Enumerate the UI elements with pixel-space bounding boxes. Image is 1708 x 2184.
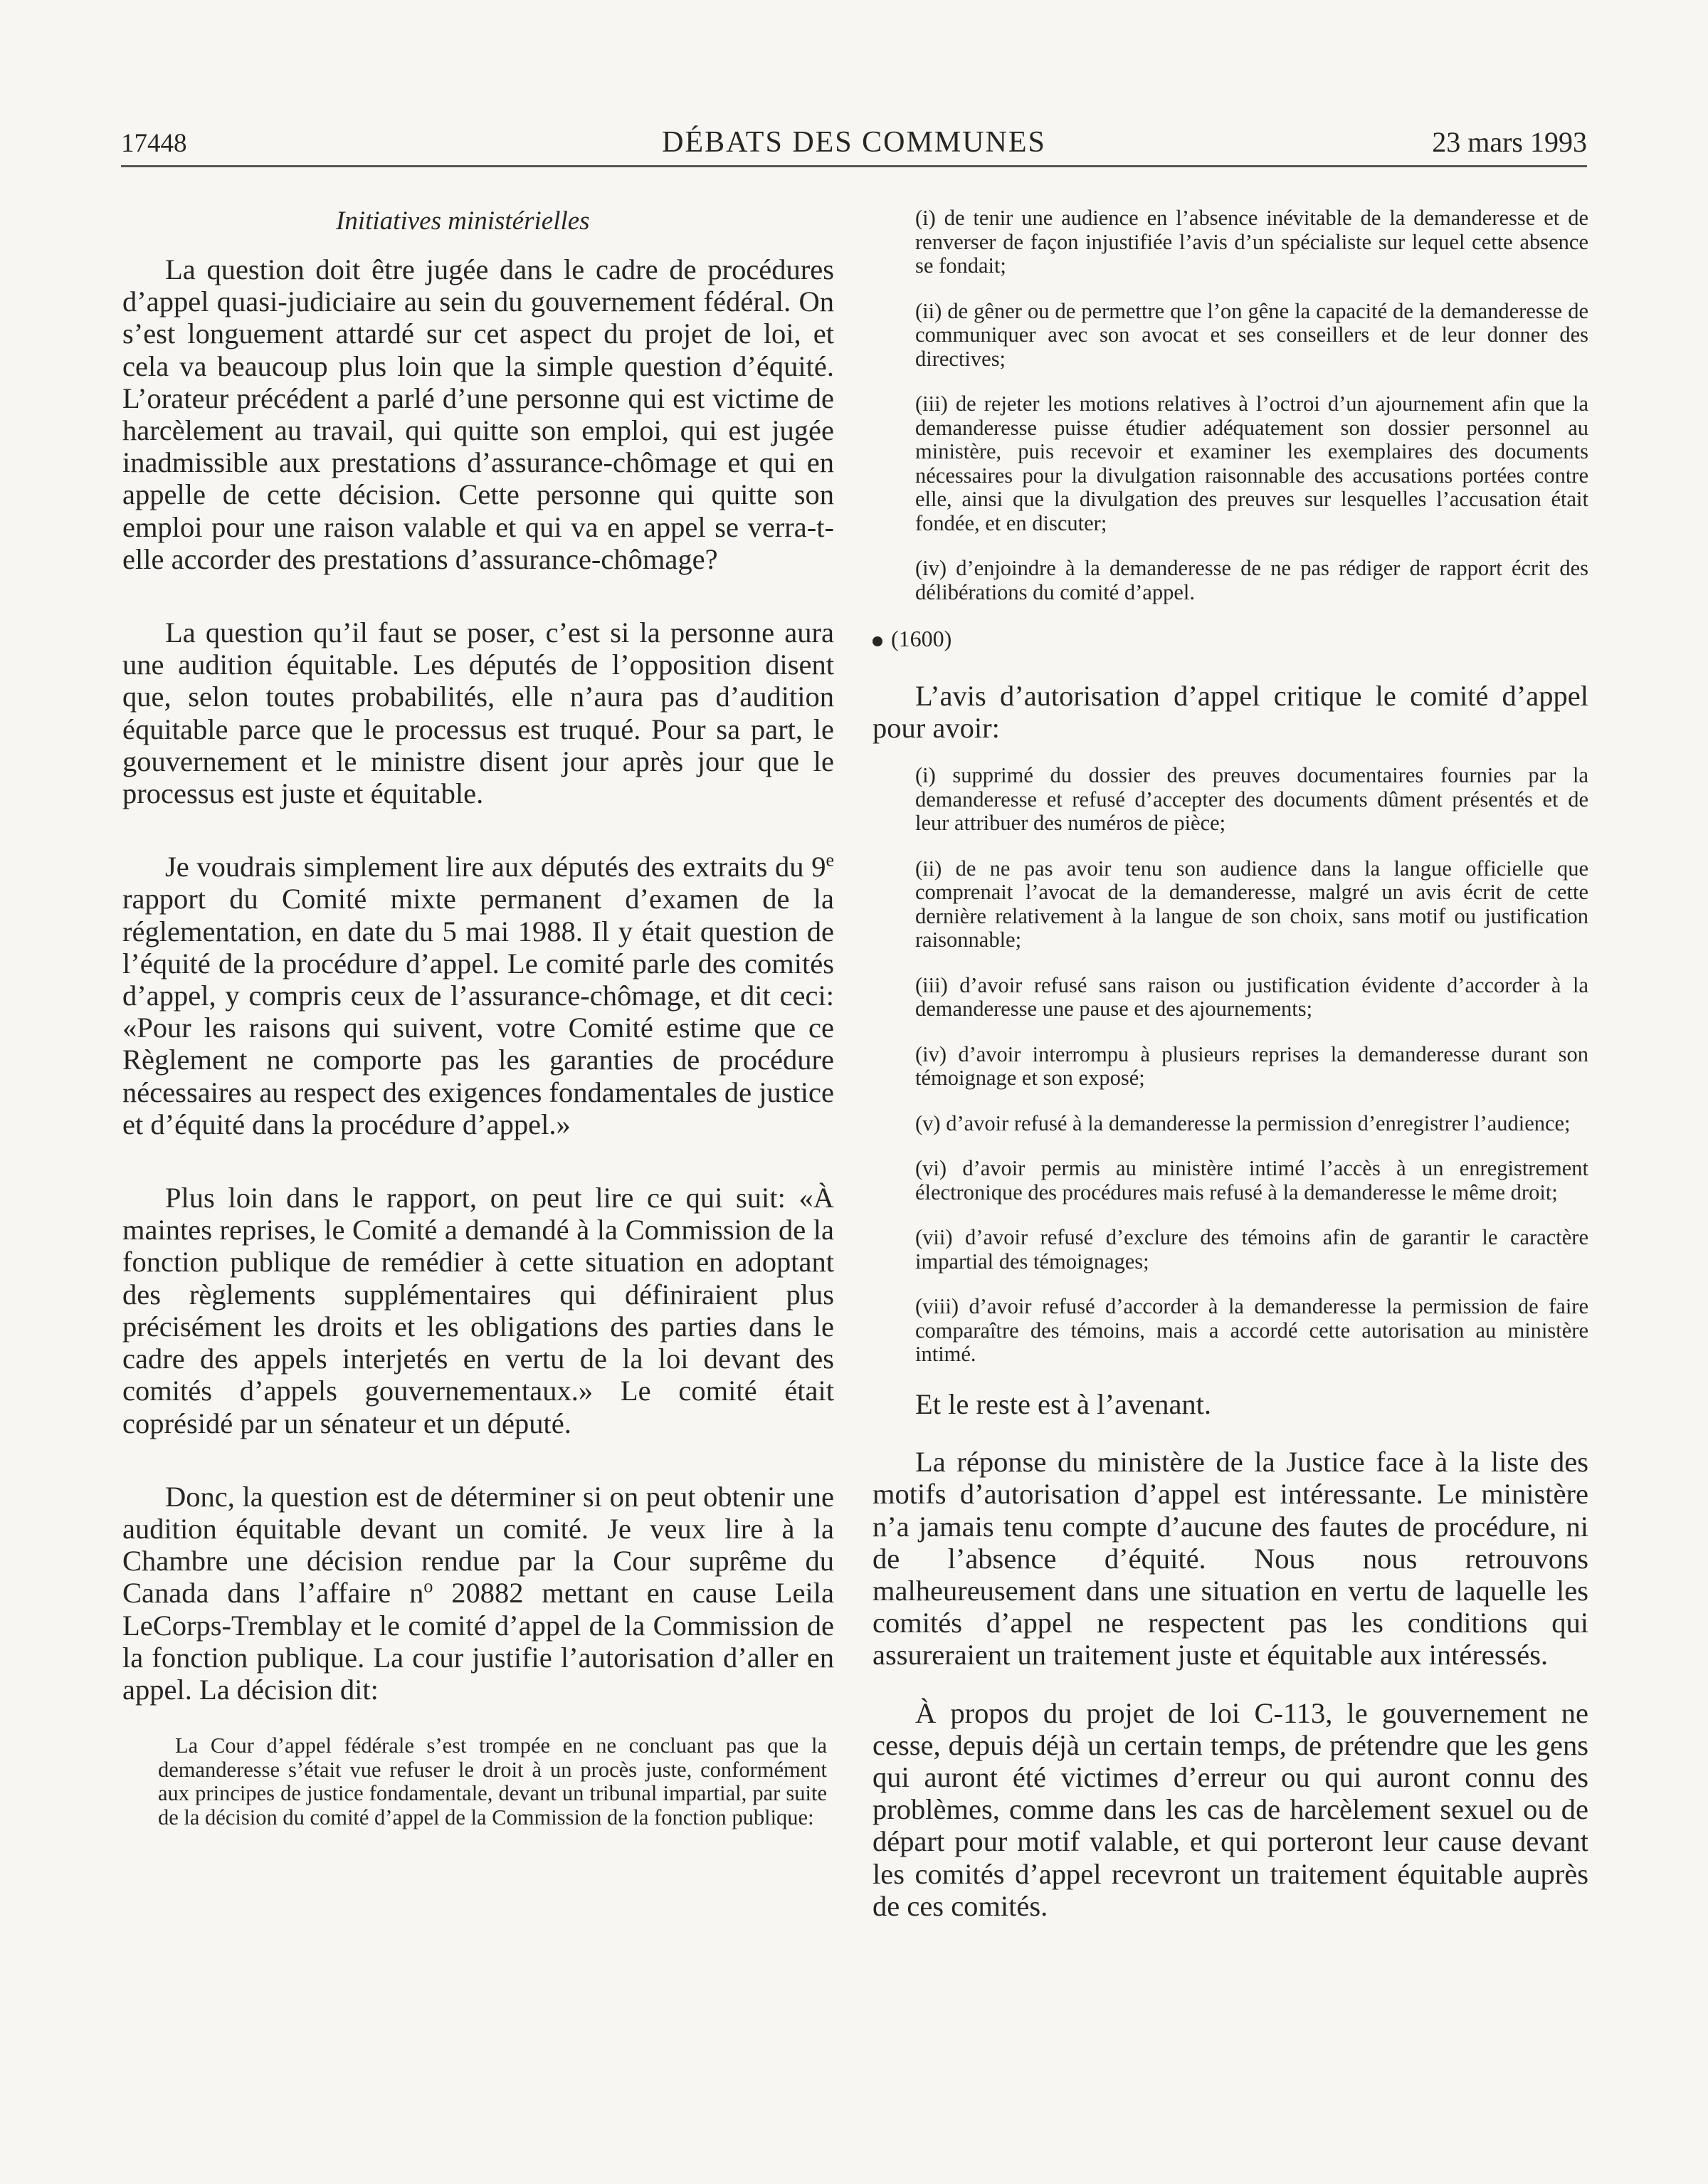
page-header	[121, 120, 1587, 162]
paragraph-avis: L’avis d’autorisation d’appel critique le comité d’appel pour avoir:	[873, 680, 1588, 745]
paragraph-3-start: Je voudrais simplement lire aux députés des extraits du 9	[165, 851, 826, 883]
paragraph-reste: Et le reste est à l’avenant.	[915, 1387, 1212, 1420]
page-date: 23 mars 1993	[1432, 126, 1587, 158]
bullet-icon	[873, 636, 882, 646]
paragraph-2: La question qu’il faut se poser, c’est si la personne aura une audition équitable. Les députés de l’opposition disent que, selon toutes probabilités, elle n’aura pas d’audition équitable parce que le processus est truqué. Pour sa part, le gouvernement et le ministre disent jour après jour que le processus est juste et équitable.	[122, 616, 834, 810]
quote-item: (i) supprimé du dossier des preuves documentaires fournies par la demanderesse et refusé d’accepter des documents dûment présentés et de leur attribuer des numéros de pièce;	[915, 763, 1588, 836]
quote-item: (iv) d’enjoindre à la demanderesse de ne pas rédiger de rapport écrit des délibérations du comité d’appel.	[915, 556, 1588, 604]
time-stamp: (1600)	[891, 626, 952, 651]
quote-item: (vii) d’avoir refusé d’exclure des témoins afin de garantir le caractère impartial des témoignages;	[915, 1225, 1588, 1274]
right-column	[873, 206, 1588, 1963]
paragraph-3	[122, 851, 834, 1140]
quote-item: (viii) d’avoir refusé d’accorder à la demanderesse la permission de faire comparaître des témoins, mais a accordé cette autorisation au ministère intimé.	[915, 1294, 1588, 1367]
quote-item: (ii) de ne pas avoir tenu son audience dans la langue officielle que comprenait l’avocat de la demanderesse, malgré un avis écrit de cette dernière relativement à la langue de son choix, sans motif ou justification raisonnable;	[915, 856, 1588, 952]
paragraph-3-rest: rapport du Comité mixte permanent d’examen de la réglementation, en date du 5 mai 1988. Il y était question de l’équité de la procédure d’appel. Le comité parle des comités d’appel, y compris ceux de l’assurance-chômage, et dit ceci: «Pour les raisons qui suivent, votre Comité estime que ce Règlement ne comporte pas les garanties de procédure nécessaires au respect des exigences fondamentales de justice et d’équité dans la procédure d’appel.»	[122, 883, 834, 1140]
court-quote: La Cour d’appel fédérale s’est trompée en ne concluant pas que la demanderesse s’était vue refuser le droit à un procès juste, conformément aux principes de justice fondamentale, devant un tribunal impartial, par suite de la décision du comité d’appel de la Commission de la fonction publique:	[158, 1733, 827, 1829]
quote-item: (iii) d’avoir refusé sans raison ou justification évidente d’accorder à la demanderesse une pause et des ajournements;	[915, 972, 1588, 1022]
numero-superscript: o	[423, 1575, 433, 1597]
header-rule	[121, 165, 1587, 167]
paragraph-5	[122, 1481, 834, 1706]
quote-item: (vi) d’avoir permis au ministère intimé l’accès à un enregistrement électronique des procédures mais refusé à la demanderesse le même droit;	[915, 1156, 1588, 1204]
paragraph-1: La question doit être jugée dans le cadre de procédures d’appel quasi-judiciaire au sein du gouvernement fédéral. On s’est longuement attardé sur cet aspect du projet de loi, et cela va beaucoup plus loin que la simple question d’équité. L’orateur précédent a parlé d’une personne qui est victime de harcèlement au travail, qui quitte son emploi, qui est jugée inadmissible aux prestations d’assurance-chômage et qui en appelle de cette décision. Cette personne qui quitte son emploi pour une raison valable et qui va en appel se verra-t-elle accorder des prestations d’assurance-chômage?	[122, 253, 834, 575]
paragraph-5-start: Donc, la question est de déterminer si on peut obtenir une audition équitable devant un comité. Je veux lire à la Chambre une décision rendue par la Cour suprême du Canada dans l’affaire n	[122, 1480, 834, 1610]
ordinal-superscript: e	[826, 849, 834, 871]
paragraph-7: À propos du projet de loi C-113, le gouvernement ne cesse, depuis déjà un certain temps, de prétendre que les gens qui auront été victimes d’erreur ou qui auront connu des problèmes, comme dans les cas de harcèlement sexuel ou de départ pour motif valable, et qui porteront leur cause devant les comités d’appel recevront un traitement équitable auprès de ces comités.	[873, 1696, 1588, 1922]
quote-item: (iii) de rejeter les motions relatives à l’octroi d’un ajournement afin que la demanderesse puisse étudier adéquatement son dossier personnel au ministère, puis recevoir et examiner les exemplaires des documents nécessaires pour la divulgation raisonnable des accusations portées contre elle, ainsi que la divulgation des preuves sur lesquelles l’accusation était fondée, et en discuter;	[915, 392, 1588, 535]
quote-item: (v) d’avoir refusé à la demanderesse la permission d’enregistrer l’audience;	[915, 1111, 1571, 1135]
quote-item: (ii) de gêner ou de permettre que l’on gêne la capacité de la demanderesse de communiquer avec son avocat et ses conseillers et de leur donner des directives;	[915, 298, 1588, 371]
paragraph-6: La réponse du ministère de la Justice face à la liste des motifs d’autorisation d’appel est intéressante. Le ministère n’a jamais tenu compte d’aucune des fautes de procédure, ni de l’absence d’équité. Nous nous retrouvons malheureusement dans une situation en vertu de laquelle les comités d’appel ne respectent pas les conditions qui assureraient un traitement juste et équitable aux intéressés.	[873, 1446, 1588, 1671]
section-heading: Initiatives ministérielles	[336, 206, 590, 236]
page-number: 17448	[121, 129, 187, 158]
paragraph-5-rest: 20882 mettant en cause Leila LeCorps-Tremblay et le comité d’appel de la Commission de la fonction publique. La cour justifie l’autorisation d’aller en appel. La décision dit:	[122, 1577, 835, 1706]
time-marker	[873, 626, 1588, 651]
quote-item: (i) de tenir une audience en l’absence inévitable de la demanderesse et de renverser de façon injustifiée l’avis d’un spécialiste sur lequel cette absence se fondait;	[915, 206, 1588, 278]
quote-item: (iv) d’avoir interrompu à plusieurs reprises la demanderesse durant son témoignage et son exposé;	[915, 1041, 1588, 1091]
paragraph-4: Plus loin dans le rapport, on peut lire ce qui suit: «À maintes reprises, le Comité a demandé à la Commission de la fonction publique de remédier à cette situation en adoptant des règlements supplémentaires qui définiraient plus précisément les droits et les obligations des parties dans le cadre des appels interjetés en vertu de la loi devant des comités d’appels gouvernementaux.» Le comité était coprésidé par un sénateur et un député.	[122, 1182, 834, 1439]
left-column	[122, 206, 834, 1849]
publication-title: DÉBATS DES COMMUNES	[662, 126, 1046, 159]
